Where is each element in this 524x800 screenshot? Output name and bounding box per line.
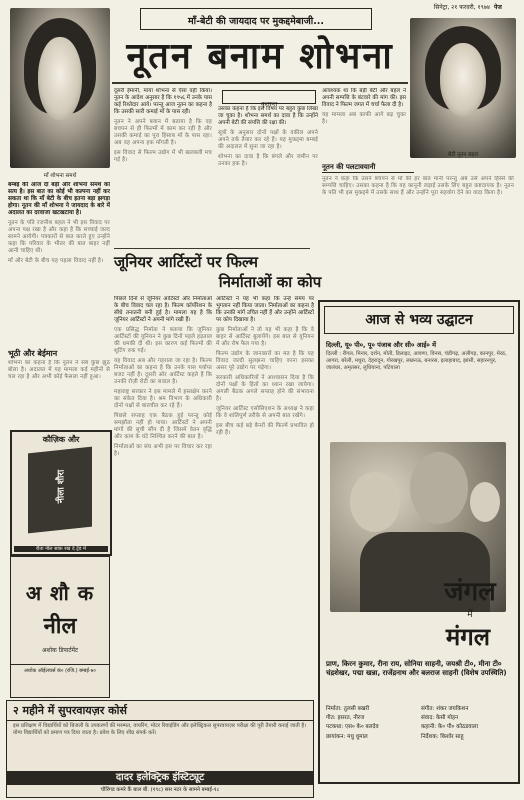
section2-col1: पिछले दिनों से जूनियर आर्टिस्टों और निर्माताओं के बीच विवाद चल रहा है। फिल्म कॉर्पोरेशन के सीधे तनातनी बनी हुई है। मामला यह है कि जूनियर आर्टिस्टों ने अपनी मांगे रखी हैं। एक प्रसिद्ध निर्माता ने बताया कि जूनियर आर्टिस्टों की यूनियन ने कुछ दिनों पहले हड़ताल की धमकी दी थी। इस कारण कई फिल्मों की शूटिंग रुक गई। यह विवाद अब और गहराता जा रहा है। फिल्म निर्माताओं का कहना है कि उनके पास पर्याप्त बजट नहीं है। दूसरी ओर आर्टिस्ट कहते हैं कि उनकी रोज़ी रोटी का सवाल है। महाराष्ट्र सरकार ने इस मामले में हस्तक्षेप करने का संकेत दिया है। श्रम विभाग के अधिकारी दोनों पक्षों से बातचीत कर रहे हैं। पिछले सप्ताह एक बैठक हुई परन्तु कोई समझौता नहीं हो पाया। आर्टिस्टों ने अपनी मांगों की सूची सौंप दी है जिसमें वेतन वृद्धि और काम के घंटे निश्चित करने की बात है। निर्माताओं का संघ अभी इस पर विचार कर रहा है। <box>114 296 212 457</box>
course-ad-text: इस प्रशिक्षण में विद्यार्थियों को बिजली के उपकरणों की मरम्मत, वायरिंग, मोटर रिवाइंडिंग और इलेक्ट्रिकल सुपरवायज़र परीक्षा की पूरी तैयारी कराई जाती है। योग्य विद्यार्थियों को प्रमाण पत्र दिया जाता है। प्रवेश के लिए शीघ्र संपर्क करें। <box>13 723 307 737</box>
center-kicker-text: कृतान्त <box>260 100 278 108</box>
cinema-credits <box>326 706 512 741</box>
body-col-center: उसका कहना है कि इस विषय पर बहुत कुछ लिखा जा चुका है। शोभना समर्थ का दावा है कि उन्होंने अपनी बेटी की संपत्ति की रक्षा की। सूत्रों के अनुसार दोनों पक्षों के वकील अपने अपने तर्क तैयार कर रहे हैं। यह मुकद्दमा बम्बई की अदालत में सुना जा रहा है। शोभना का दावा है कि बंगले और जमीन पर उनका हक है। <box>218 106 318 167</box>
section2-headline-line1: जूनियर आर्टिस्टों पर फिल्म <box>114 253 259 271</box>
credit-item: छायांकन: मधु धुमाल <box>326 733 368 740</box>
neel-big2: नील <box>43 614 77 639</box>
course-ad <box>6 700 314 798</box>
body-col-mid-text: दूसरी ईमानी, माया शोभना से ऐसा वहीं किया। नूतन के आदेश अनुसार है कि १९५६ में उनके पास कई रिश्तेदार आये। परन्तु आज नूतन का कहना है कि उसकी सारी कमाई माँ के पास रही। <box>114 88 212 115</box>
section2-col2: आर्टिस्टों ने यह भी कहा कि उन्हें समय पर भुगतान नहीं किया जाता। निर्माताओं का कहना है कि उनकी मांगें उचित नहीं हैं और उन्होंने आर्टिस्टों पर कोप दिखाया है। कुछ निर्माताओं ने तो यह भी कहा है कि वे बाहर से आर्टिस्ट बुलायेंगे। इस बात से यूनियन में और रोष फैल गया है। फिल्म उद्योग के जानकारों का मत है कि यह विवाद जल्दी सुलझना चाहिए वरना इसका असर पूरे उद्योग पर पड़ेगा। सरकारी अधिकारियों ने आश्वासन दिया है कि दोनों पक्षों के हितों का ध्यान रखा जायेगा। अगली बैठक अगले सप्ताह होने की संभावना है। जूनियर आर्टिस्ट एसोसिएशन के अध्यक्ष ने कहा कि वे शांतिपूर्ण तरीके से अपनी बात रखेंगे। इस बीच कई बड़े बैनरों की फिल्में प्रभावित हो रही हैं। <box>216 296 314 436</box>
credit-item: पटकथा: एस० के० बलदेव <box>326 724 379 731</box>
credit-item: संगीत: शंकर जयकिशन <box>421 706 469 712</box>
rich-poor-text: शोभना का कहना है कि नूतन ने सब कुछ झूठ बोला है। अदालत में यह मामला कई महीनों से चल रहा है और अभी कोई फैसला नहीं हुआ। <box>8 360 110 380</box>
section2-body2: आर्टिस्टों ने यह भी कहा कि उन्हें समय पर भुगतान नहीं किया जाता। निर्माताओं का कहना है कि उनकी मांगें उचित नहीं हैं और उन्होंने आर्टिस्टों पर कोप दिखाया है। <box>216 296 314 323</box>
credit-item: कहानी: के० पी० कोठडवाला <box>421 724 479 731</box>
credit-item: निर्माता: तुलसी बखरी <box>326 706 370 712</box>
cinema-regions: दिल्ली, यू० पी०, पू० पंजाब और सी० आई० में <box>326 341 436 349</box>
credit-item: गीत: हसरत, नीरज <box>326 715 365 722</box>
top-kicker-box <box>140 8 372 30</box>
course-ad-address: चौरिंगड कमरे कैं बाल बी. (१९८) सस नटर के सामने बम्बई-१८ <box>100 787 220 793</box>
rising-flame-text: नूतन ने कहा कि उसने बचपन से माँ की हर बात मानी परन्तु अब उसे अपने हिस्से की सम्पत्ति चाहिए। उसका कहना है कि यह कानूनी लड़ाई उसके लिए बहुत कष्टदायक है। नूतन के पति भी इस मुकद्दमे में उसके साथ हैं और उन्होंने पूरा सहयोग देने का वादा किया है। <box>322 176 514 196</box>
cinema-cast: प्राण, किरन कुमार, रीना राय, सोनिया साहनी, जयश्री टी०, मीना टी० चंद्रशेखर, पद्मा खन्ना, राजेंद्रनाथ और बलराज साहनी (विशेष उपस्थिति) <box>326 660 507 677</box>
top-kicker: माँ-बेटी की जायदाद पर मुकद्दमेबाजी... <box>187 16 325 27</box>
section2-headline-line2: निर्माताओं का कोप <box>218 273 322 291</box>
neel-big: अ शौ क <box>25 581 95 605</box>
body-col-left: बम्बई की आज दो बड़ी और शोभना समर्थ का सत्य है। इस बात का कोई भी कल्पना नहीं कर सकता था कि माँ बेटी के बीच इतना बड़ा झगड़ा होगा। नूतन की माँ शोभना ने जायदाद के बारे में अदालत का दरवाजा खटखटाया है। नूतन के पति रजनीश बहल ने भी इस विवाद पर अपना पक्ष रखा है और कहा है कि सच्चाई जल्द सामने आयेगी। पत्रकारों से बात करते हुए उन्होंने कहा कि परिवार के भीतर की बात बाहर नहीं आनी चाहिए थी। माँ और बेटी के बीच यह पहला विवाद नहीं है। <box>8 182 110 264</box>
left-photo-caption: माँ शोभना समर्थ <box>43 173 77 179</box>
neel-sub: अशोक डिपार्टमेंट <box>41 647 79 654</box>
cinema-ad-header: आज से भव्य उद्घाटन <box>324 306 514 334</box>
subhead-rich-poor: भूठी और बेईमान <box>8 349 58 358</box>
body-col-left-text: बम्बई की आज दो बड़ी और शोभना समर्थ का सत्य है। इस बात का कोई भी कल्पना नहीं कर सकता था कि माँ बेटी के बीच इतना बड़ा झगड़ा होगा। नूतन की माँ शोभना ने जायदाद के बारे में अदालत का दरवाजा खटखटाया है। <box>8 182 110 216</box>
cinema-ad <box>318 300 520 784</box>
film-title-3: मंगल <box>445 622 491 651</box>
neel-ad <box>10 556 110 698</box>
course-ad-footer: दादर इलेक्ट्रिक इंस्टिट्यूट <box>7 771 313 785</box>
main-headline: नूतन बनाम शोभना <box>126 35 394 77</box>
credit-item: संवाद: केसी मोहन <box>421 715 459 722</box>
body-col-right: आवश्यक था कि बड़ी बेटी और बहल ने अपनी सम्पत्ति के बंटवारे की मांग की। इस विवाद ने फिल्म जगत में चर्चा फैला दी है। यह मामला अब काफी आगे बढ़ चुका है। <box>322 88 406 125</box>
dateline: सिनेट्रा, २१ फरवरी, १९७४ <box>433 4 490 11</box>
product-label: नीला शौरा <box>56 469 67 504</box>
cinema-towns: दिल्ली : रीगल, मिनार, दर्शन, मोती, डिलाइट, आवणा, विनस, चंडीगढ़, अलीगढ़, कानपुर, मेरठ, आगरा, बरेली, मथुरा, देहरादून, गोरखपुर, लखनऊ, बनारस, इलाहाबाद, झांसी, सहारनपुर, जालंधर, अमृतसर, लुधियाना, पटियाला <box>326 351 507 372</box>
nutan-photo <box>410 18 516 158</box>
neel-foot: अशोक ऑईलचर्स कं० (रजि.) बम्बई-७० <box>11 664 109 674</box>
body-col-mid: दूसरी ईमानी, माया शोभना से ऐसा वहीं किया। नूतन के आदेश अनुसार है कि १९५६ में उनके पास कई रिश्तेदार आये। परन्तु आज नूतन का कहना है कि उसकी सारी कमाई माँ के पास रही। नूतन ने अपने बयान में बताया है कि वह बचपन से ही फिल्मों में काम कर रही है और उसकी कमाई का पूरा हिसाब माँ के पास रहा। अब वह अपना हक माँगती है। इस विवाद से फिल्म उद्योग में भी खलबली मच गई है। <box>114 88 212 163</box>
product-tag: रीता नील साफ़ रख दे ट्रेंड में <box>14 546 108 552</box>
body-col-center-text: उसका कहना है कि इस विषय पर बहुत कुछ लिखा जा चुका है। शोभना समर्थ का दावा है कि उन्होंने अपनी बेटी की संपत्ति की रक्षा की। <box>218 106 318 126</box>
product-box <box>28 447 92 534</box>
film-title-1: जंगल <box>444 577 496 607</box>
film-title-2: में <box>467 610 473 620</box>
right-photo-caption: बेटी नूतन बहल <box>448 152 478 158</box>
subhead-rising-flame: नूतन की पलटावयानी <box>322 163 414 173</box>
page-label: पेज <box>494 4 502 11</box>
body-col-right-text: आवश्यक था कि बड़ी बेटी और बहल ने अपनी सम्पत्ति के बंटवारे की मांग की। इस विवाद ने फिल्म जगत में चर्चा फैला दी है। <box>322 88 406 108</box>
shobhna-photo <box>10 8 110 168</box>
credit-item: निर्देशक: किशोर साहू <box>421 733 464 740</box>
section2-body: पिछले दिनों से जूनियर आर्टिस्टों और निर्माताओं के बीच विवाद चल रहा है। फिल्म कॉर्पोरेशन के सीधे तनातनी बनी हुई है। मामला यह है कि जूनियर आर्टिस्टों ने अपनी मांगे रखी हैं। <box>114 296 212 323</box>
stamp-ad-title: कौज़िक और <box>42 435 80 444</box>
center-kicker <box>222 90 316 108</box>
stamp-ad <box>10 430 112 556</box>
course-ad-title: २ महीने में सुपरवायज़र कोर्स <box>7 701 313 721</box>
